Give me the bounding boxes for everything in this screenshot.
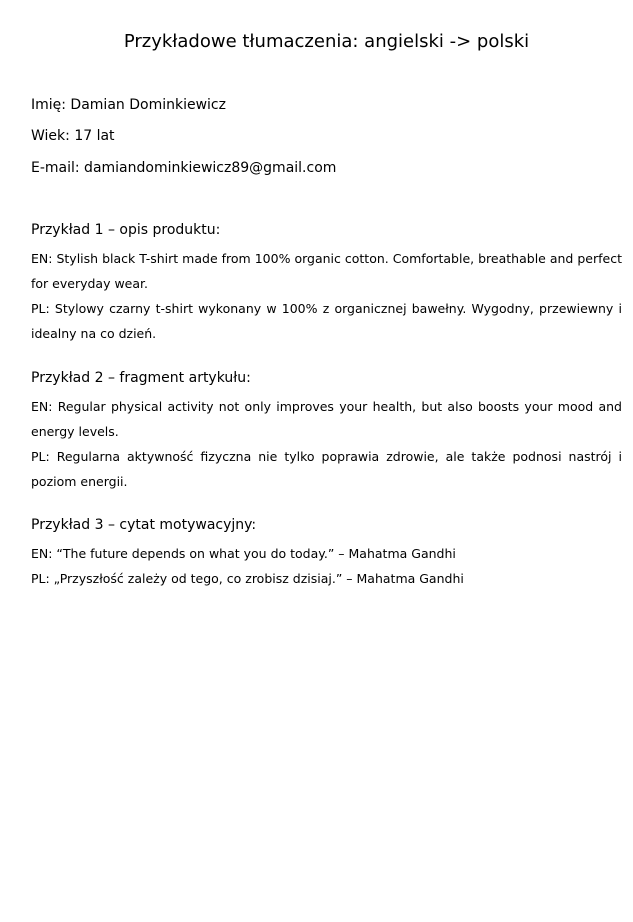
example-3-heading: Przykład 3 – cytat motywacyjny: bbox=[31, 517, 257, 533]
personal-age: Wiek: 17 lat bbox=[31, 128, 115, 144]
document-title: Przykładowe tłumaczenia: angielski -> polski bbox=[123, 31, 530, 52]
example-1-heading: Przykład 1 – opis produktu: bbox=[31, 222, 221, 238]
example-1-en: EN: Stylish black T-shirt made from 100% organic cotton. Comfortable, breathable and perfect for everyday wear. bbox=[31, 251, 622, 291]
example-3-en: EN: “The future depends on what you do today.” – Mahatma Gandhi bbox=[31, 546, 456, 561]
example-3-pl: PL: „Przyszłość zależy od tego, co zrobisz dzisiaj.” – Mahatma Gandhi bbox=[31, 571, 464, 586]
example-2-pl: PL: Regularna aktywność fizyczna nie tylko poprawia zdrowie, ale także podnosi nastrój i poziom energii. bbox=[31, 449, 622, 489]
example-2-en: EN: Regular physical activity not only improves your health, but also boosts your mood and energy levels. bbox=[31, 399, 622, 439]
personal-name: Imię: Damian Dominkiewicz bbox=[31, 97, 226, 113]
example-1-pl: PL: Stylowy czarny t-shirt wykonany w 100% z organicznej bawełny. Wygodny, przewiewny i idealny na co dzień. bbox=[31, 301, 622, 341]
personal-email: E-mail: damiandominkiewicz89@gmail.com bbox=[31, 160, 337, 176]
example-2-heading: Przykład 2 – fragment artykułu: bbox=[31, 370, 251, 386]
